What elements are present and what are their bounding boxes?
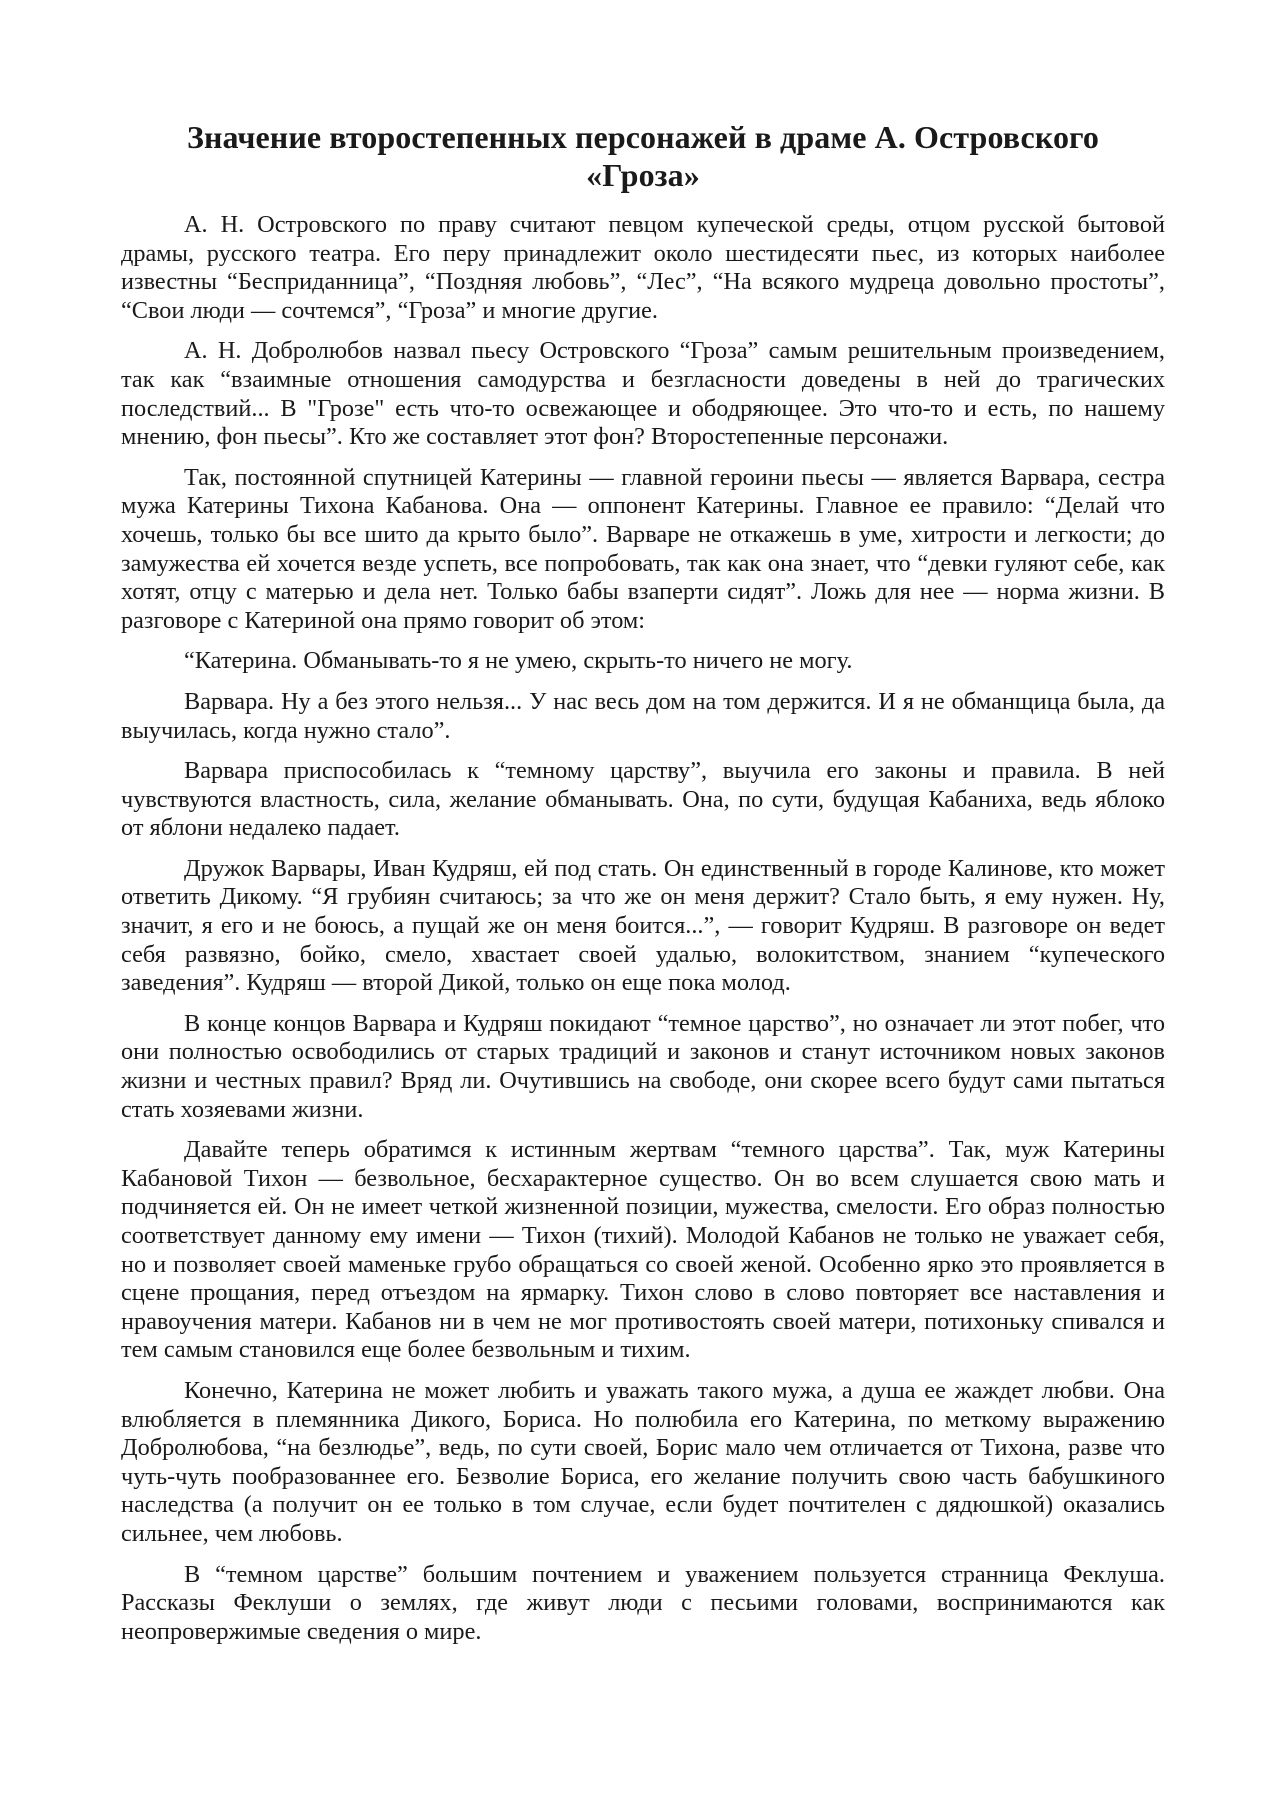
- title-line-1: Значение второстепенных персонажей в драме А. Островского: [187, 119, 1099, 155]
- paragraph: Варвара. Ну а без этого нельзя... У нас весь дом на том держится. И я не обманщица была, да выучилась, когда нужно стало”.: [121, 687, 1165, 744]
- paragraph: Давайте теперь обратимся к истинным жертвам “темного царства”. Так, муж Катерины Кабановой Тихон — безвольное, бесхарактерное существо. Он во всем слушается свою мать и подчиняется ей. Он не имеет четкой жизненной позиции, мужества, смелости. Его образ полностью соответствует данному ему имени — Тихон (тихий). Молодой Кабанов не только не уважает себя, но и позволяет своей маменьке грубо обращаться со своей женой. Особенно ярко это проявляется в сцене прощания, перед отъездом на ярмарку. Тихон слово в слово повторяет все наставления и нравоучения матери. Кабанов ни в чем не мог противостоять своей матери, потихоньку спивался и тем самым становился еще более безвольным и тихим.: [121, 1136, 1165, 1364]
- title-line-2: «Гроза»: [586, 157, 700, 193]
- document-page: [121, 118, 1165, 1658]
- document-title: [121, 118, 1165, 194]
- paragraph: Так, постоянной спутницей Катерины — главной героини пьесы — является Варвара, сестра мужа Катерины Тихона Кабанова. Она — оппонент Катерины. Главное ее правило: “Делай что хочешь, только бы все шито да крыто было”. Варваре не откажешь в уме, хитрости и легкости; до замужества ей хочется везде успеть, все попробовать, так как она знает, что “девки гуляют себе, как хотят, отцу с матерью и дела нет. Только бабы взаперти сидят”. Ложь для нее — норма жизни. В разговоре с Катериной она прямо говорит об этом:: [121, 463, 1165, 634]
- paragraph: Конечно, Катерина не может любить и уважать такого мужа, а душа ее жаждет любви. Она влюбляется в племянника Дикого, Бориса. Но полюбила его Катерина, по меткому выражению Добролюбова, “на безлюдье”, ведь, по сути своей, Борис мало чем отличается от Тихона, разве что чуть-чуть пообразованнее его. Безволие Бориса, его желание получить свою часть бабушкиного наследства (а получит он ее только в том случае, если будет почтителен с дядюшкой) оказались сильнее, чем любовь.: [121, 1376, 1165, 1547]
- paragraph: А. Н. Добролюбов назвал пьесу Островского “Гроза” самым решительным произведением, так как “взаимные отношения самодурства и безгласности доведены в ней до трагических последствий... В "Грозе" есть что-то освежающее и ободряющее. Это что-то и есть, по нашему мнению, фон пьесы”. Кто же составляет этот фон? Второстепенные персонажи.: [121, 337, 1165, 451]
- paragraph: В “темном царстве” большим почтением и уважением пользуется странница Феклуша. Рассказы Феклуши о землях, где живут люди с песьими головами, воспринимаются как неопровержимые сведения о мире.: [121, 1560, 1165, 1645]
- paragraph: А. Н. Островского по праву считают певцом купеческой среды, отцом русской бытовой драмы, русского театра. Его перу принадлежит около шестидесяти пьес, из которых наиболее известны “Бесприданница”, “Поздняя любовь”, “Лес”, “На всякого мудреца довольно простоты”, “Свои люди — сочтемся”, “Гроза” и многие другие.: [121, 211, 1165, 324]
- paragraph: В конце концов Варвара и Кудряш покидают “темное царство”, но означает ли этот побег, что они полностью освободились от старых традиций и законов и станут источником новых законов жизни и честных правил? Вряд ли. Очутившись на свободе, они скорее всего будут сами пытаться стать хозяевами жизни.: [121, 1009, 1165, 1123]
- paragraph: Варвара приспособилась к “темному царству”, выучила его законы и правила. В ней чувствуются властность, сила, желание обманывать. Она, по сути, будущая Кабаниха, ведь яблоко от яблони недалеко падает.: [121, 757, 1165, 842]
- paragraph: Дружок Варвары, Иван Кудряш, ей под стать. Он единственный в городе Калинове, кто может ответить Дикому. “Я грубиян считаюсь; за что же он меня держит? Стало быть, я ему нужен. Ну, значит, я его и не боюсь, а пущай же он меня боится...”, — говорит Кудряш. В разговоре он ведет себя развязно, бойко, смело, хвастает своей удалью, волокитством, знанием “купеческого заведения”. Кудряш — второй Дикой, только он еще пока молод.: [121, 854, 1165, 997]
- paragraph: “Катерина. Обманывать-то я не умею, скрыть-то ничего не могу.: [184, 647, 853, 675]
